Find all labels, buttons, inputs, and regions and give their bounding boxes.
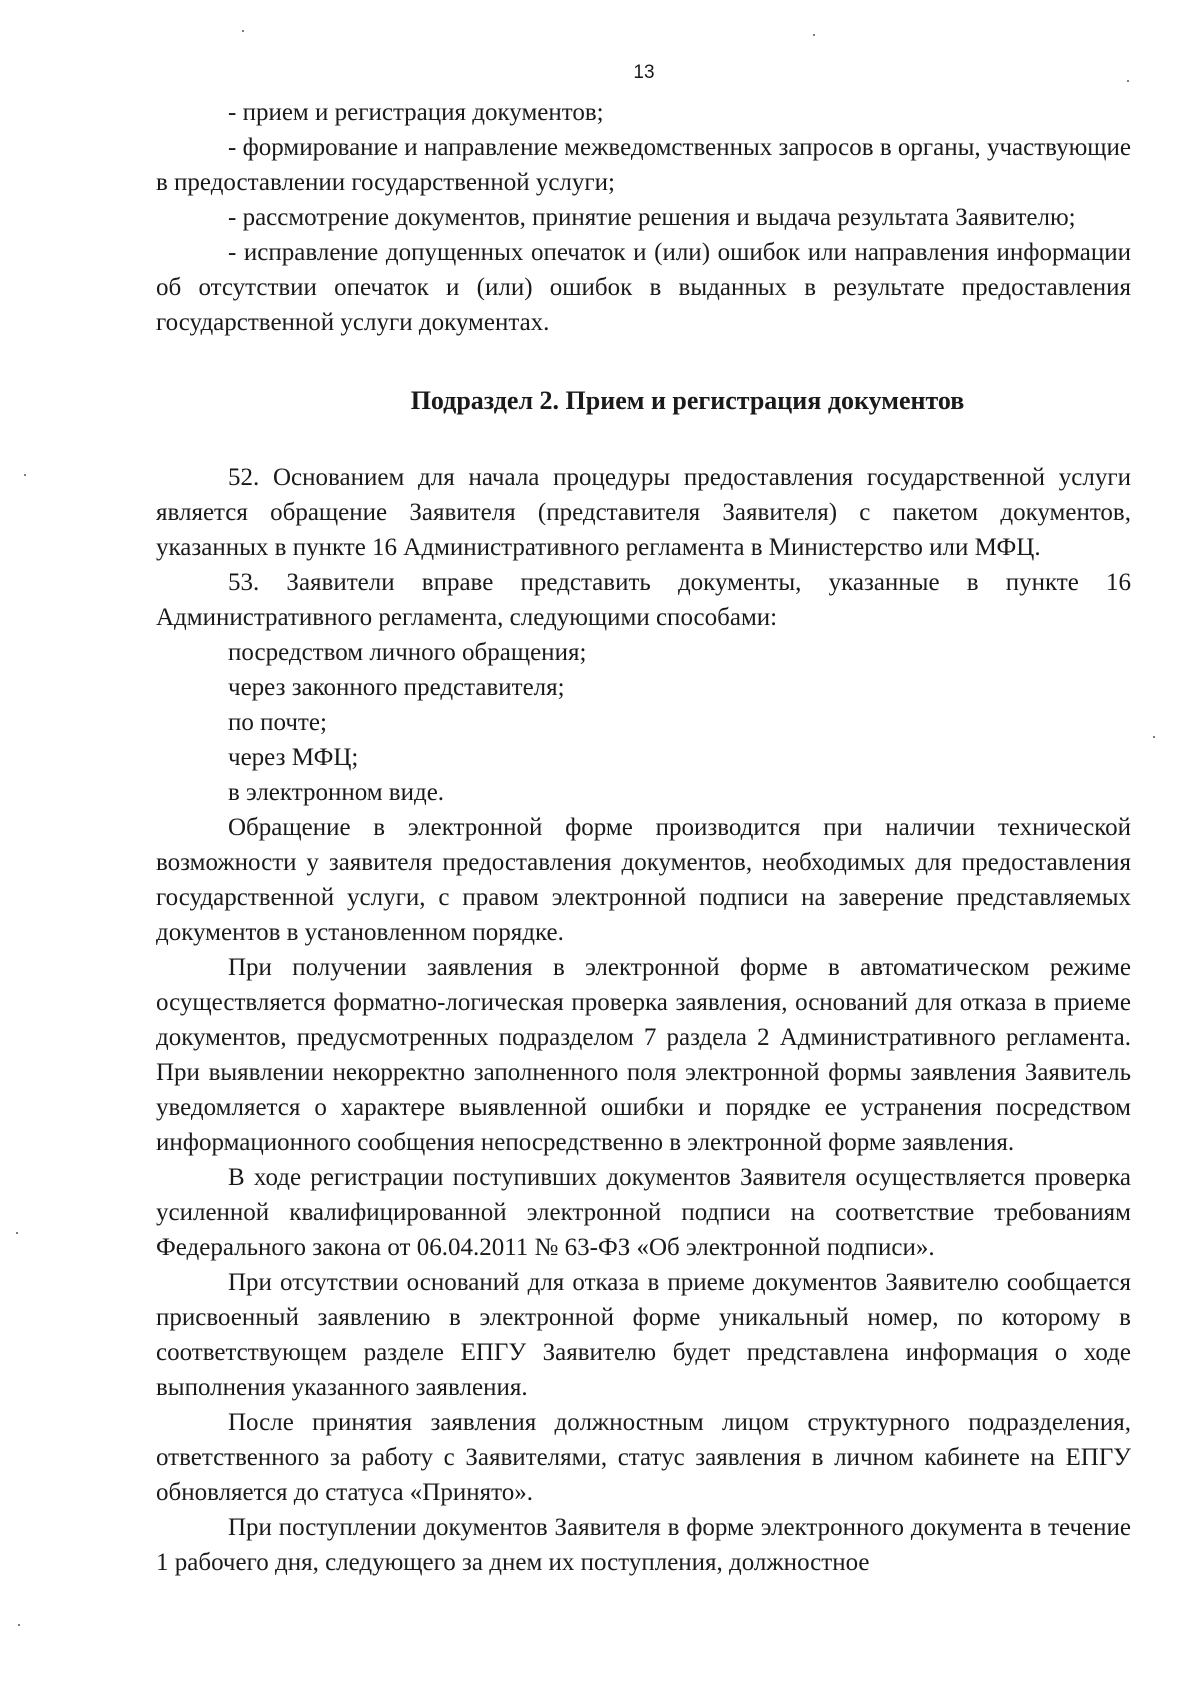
paragraph-electronic-request: Обращение в электронной форме производится при наличии технической возможности у заявителя предоставления документов, необходимых для предоставления государственной услуги, с правом электронной подписи на заверение представляемых документов в установленном порядке. xyxy=(156,814,1131,946)
paragraph-electronic-documents: При поступлении документов Заявителя в форме электронного документа в течение 1 рабочего дня, следующего за днем их поступления, должностное xyxy=(156,1514,1131,1576)
scan-speck xyxy=(813,34,815,36)
method-item: по почте; xyxy=(228,709,327,736)
list-item: - рассмотрение документов, принятие решения и выдача результата Заявителю; xyxy=(228,204,1076,231)
method-item: через МФЦ; xyxy=(228,744,359,771)
scan-speck xyxy=(1127,80,1129,82)
scan-speck xyxy=(24,474,26,476)
list-item: - прием и регистрация документов; xyxy=(228,99,604,126)
paragraph-unique-number: При отсутствии оснований для отказа в приеме документов Заявителю сообщается присвоенный заявлению в электронной форме уникальный номер, по которому в соответствующем разделе ЕПГУ Заявителю будет представлена информация о ходе выполнения указанного заявления. xyxy=(156,1269,1131,1401)
paragraph-status-accepted: После принятия заявления должностным лицом структурного подразделения, ответственного за работу с Заявителями, статус заявления в личном кабинете на ЕПГУ обновляется до статуса «Принято». xyxy=(156,1409,1131,1506)
paragraph-signature-check: В ходе регистрации поступивших документов Заявителя осуществляется проверка усиленной квалифицированной электронной подписи на соответствие требованиям Федерального закона от 06.04.2011 № 63-ФЗ «Об электронной подписи». xyxy=(156,1164,1131,1261)
scan-speck xyxy=(1153,736,1155,738)
list-item: - формирование и направление межведомственных запросов в органы, участвующие в предоставлении государственной услуги; xyxy=(156,134,1131,196)
page-number: 13 xyxy=(633,62,655,83)
document-body xyxy=(156,95,1131,1580)
scan-speck xyxy=(18,1624,20,1626)
scan-speck xyxy=(242,30,244,32)
method-item: посредством личного обращения; xyxy=(228,639,587,666)
list-item: - исправление допущенных опечаток и (или) ошибок или направления информации об отсутствии опечаток и (или) ошибок в выданных в результате предоставления государственной услуги документах. xyxy=(156,239,1131,336)
method-item: через законного представителя; xyxy=(228,674,565,701)
procedure-list xyxy=(156,95,1131,340)
paragraph-53: 53. Заявители вправе представить документы, указанные в пункте 16 Административного регламента, следующими способами: xyxy=(156,569,1131,631)
scan-speck xyxy=(16,1232,18,1234)
paragraph-52: 52. Основанием для начала процедуры предоставления государственной услуги является обращение Заявителя (представителя Заявителя) с пакетом документов, указанных в пункте 16 Административного регламента в Министерство или МФЦ. xyxy=(156,464,1131,561)
method-item: в электронном виде. xyxy=(228,779,445,806)
section-heading: Подраздел 2. Прием и регистрация документов xyxy=(410,386,965,415)
paragraph-format-check: При получении заявления в электронной форме в автоматическом режиме осуществляется форматно-логическая проверка заявления, оснований для отказа в приеме документов, предусмотренных подразделом 7 раздела 2 Административного регламента. При выявлении некорректно заполненного поля электронной формы заявления Заявитель уведомляется о характере выявленной ошибки и порядке ее устранения посредством информационного сообщения непосредственно в электронной форме заявления. xyxy=(156,954,1131,1156)
submission-methods-list xyxy=(156,635,1131,810)
